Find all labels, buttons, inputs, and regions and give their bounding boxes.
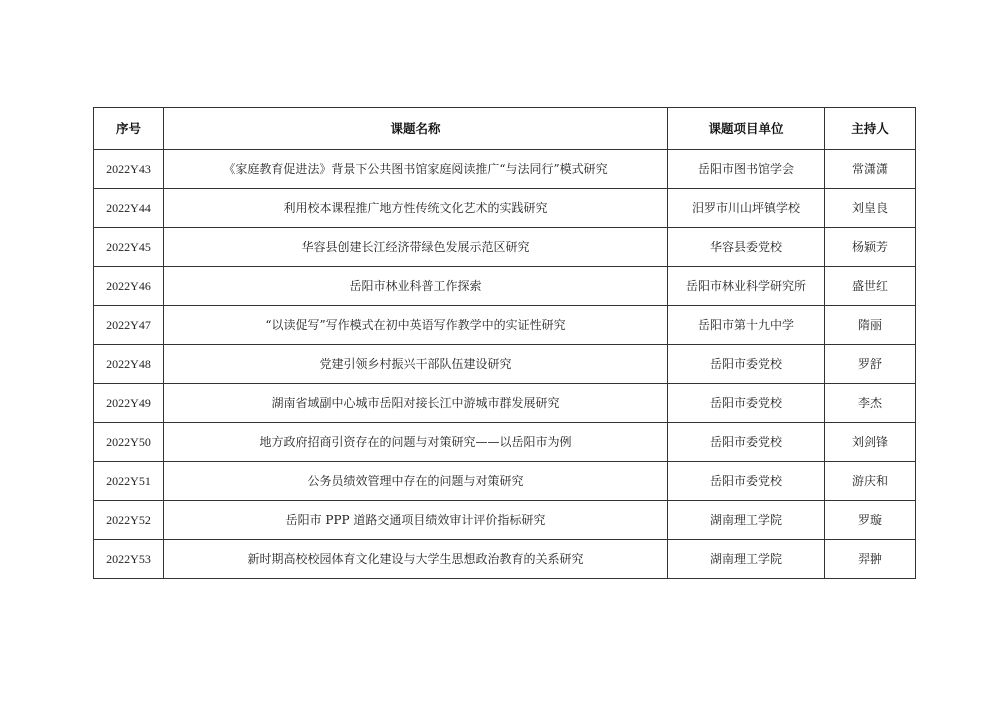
cell-title: 《家庭教育促进法》背景下公共图书馆家庭阅读推广“与法同行”模式研究 xyxy=(164,150,668,189)
cell-host: 刘剑锋 xyxy=(825,423,916,462)
cell-host: 罗璇 xyxy=(825,501,916,540)
cell-title: “以读促写”写作模式在初中英语写作教学中的实证性研究 xyxy=(164,306,668,345)
cell-host: 刘皇良 xyxy=(825,189,916,228)
table-row xyxy=(94,150,916,189)
table-row xyxy=(94,423,916,462)
table-row xyxy=(94,462,916,501)
table-row xyxy=(94,384,916,423)
header-unit: 课题项目单位 xyxy=(668,108,825,150)
cell-unit: 岳阳市委党校 xyxy=(668,384,825,423)
table-row xyxy=(94,306,916,345)
cell-id: 2022Y47 xyxy=(94,306,164,345)
table-row xyxy=(94,501,916,540)
cell-id: 2022Y48 xyxy=(94,345,164,384)
header-host: 主持人 xyxy=(825,108,916,150)
cell-unit: 岳阳市委党校 xyxy=(668,462,825,501)
cell-id: 2022Y44 xyxy=(94,189,164,228)
cell-unit: 岳阳市委党校 xyxy=(668,423,825,462)
cell-id: 2022Y52 xyxy=(94,501,164,540)
cell-id: 2022Y49 xyxy=(94,384,164,423)
cell-host: 游庆和 xyxy=(825,462,916,501)
table-row xyxy=(94,189,916,228)
cell-id: 2022Y45 xyxy=(94,228,164,267)
cell-host: 杨颖芳 xyxy=(825,228,916,267)
cell-unit: 汨罗市川山坪镇学校 xyxy=(668,189,825,228)
cell-host: 李杰 xyxy=(825,384,916,423)
cell-host: 常潇潇 xyxy=(825,150,916,189)
table-body xyxy=(94,150,916,579)
table-row xyxy=(94,345,916,384)
cell-id: 2022Y53 xyxy=(94,540,164,579)
header-id: 序号 xyxy=(94,108,164,150)
cell-title: 岳阳市 PPP 道路交通项目绩效审计评价指标研究 xyxy=(164,501,668,540)
cell-id: 2022Y51 xyxy=(94,462,164,501)
table-row xyxy=(94,228,916,267)
cell-unit: 岳阳市图书馆学会 xyxy=(668,150,825,189)
cell-title: 利用校本课程推广地方性传统文化艺术的实践研究 xyxy=(164,189,668,228)
cell-host: 盛世红 xyxy=(825,267,916,306)
cell-id: 2022Y50 xyxy=(94,423,164,462)
cell-unit: 华容县委党校 xyxy=(668,228,825,267)
header-title: 课题名称 xyxy=(164,108,668,150)
cell-unit: 岳阳市林业科学研究所 xyxy=(668,267,825,306)
cell-id: 2022Y43 xyxy=(94,150,164,189)
cell-unit: 湖南理工学院 xyxy=(668,501,825,540)
cell-title: 岳阳市林业科普工作探索 xyxy=(164,267,668,306)
cell-host: 羿翀 xyxy=(825,540,916,579)
cell-unit: 湖南理工学院 xyxy=(668,540,825,579)
cell-title: 地方政府招商引资存在的问题与对策研究——以岳阳市为例 xyxy=(164,423,668,462)
project-table xyxy=(93,107,916,579)
cell-title: 湖南省域副中心城市岳阳对接长江中游城市群发展研究 xyxy=(164,384,668,423)
header-row xyxy=(94,108,916,150)
table-row xyxy=(94,267,916,306)
cell-id: 2022Y46 xyxy=(94,267,164,306)
table-row xyxy=(94,540,916,579)
cell-title: 公务员绩效管理中存在的问题与对策研究 xyxy=(164,462,668,501)
cell-unit: 岳阳市第十九中学 xyxy=(668,306,825,345)
table-header xyxy=(94,108,916,150)
cell-host: 隋丽 xyxy=(825,306,916,345)
cell-unit: 岳阳市委党校 xyxy=(668,345,825,384)
cell-host: 罗舒 xyxy=(825,345,916,384)
cell-title: 新时期高校校园体育文化建设与大学生思想政治教育的关系研究 xyxy=(164,540,668,579)
cell-title: 党建引领乡村振兴干部队伍建设研究 xyxy=(164,345,668,384)
cell-title: 华容县创建长江经济带绿色发展示范区研究 xyxy=(164,228,668,267)
